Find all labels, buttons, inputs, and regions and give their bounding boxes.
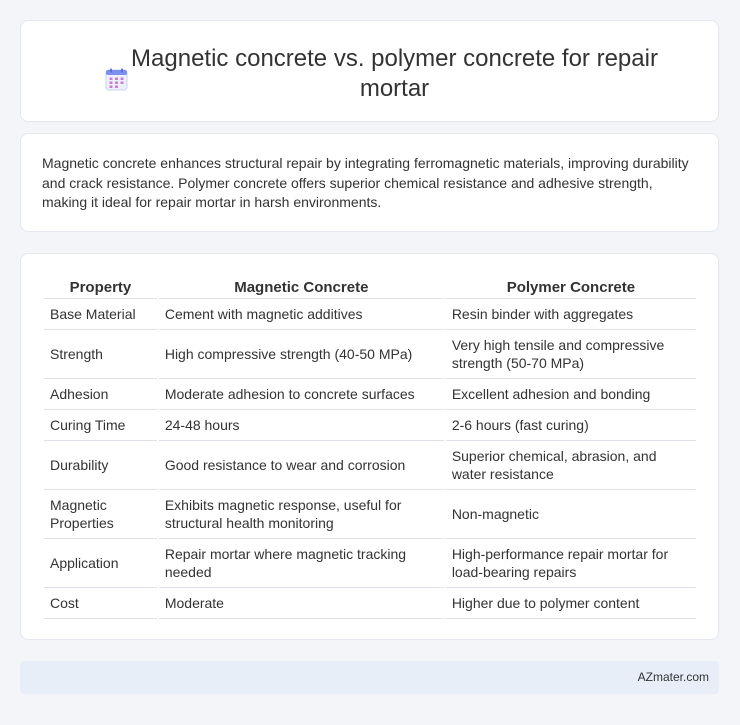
property-cell: Application [44,539,157,588]
table-row [44,441,696,490]
table-row [44,299,696,330]
magnetic-cell: Moderate adhesion to concrete surfaces [159,379,444,410]
table-row [44,490,696,539]
comparison-table-card [20,253,719,640]
polymer-cell: Resin binder with aggregates [446,299,696,330]
property-cell: Cost [44,588,157,619]
polymer-cell: Excellent adhesion and bonding [446,379,696,410]
table-row [44,379,696,410]
column-header-polymer: Polymer Concrete [446,275,696,299]
magnetic-cell: Repair mortar where magnetic tracking needed [159,539,444,588]
magnetic-cell: Cement with magnetic additives [159,299,444,330]
property-cell: Durability [44,441,157,490]
page-title: Magnetic concrete vs. polymer concrete for repair mortar [131,45,658,102]
polymer-cell: Superior chemical, abrasion, and water resistance [446,441,696,490]
polymer-cell: 2-6 hours (fast curing) [446,410,696,441]
table-header-row [44,275,696,299]
property-cell: Adhesion [44,379,157,410]
magnetic-cell: High compressive strength (40-50 MPa) [159,330,444,379]
magnetic-cell: Exhibits magnetic response, useful for structural health monitoring [159,490,444,539]
magnetic-cell: Good resistance to wear and corrosion [159,441,444,490]
table-row [44,588,696,619]
property-cell: Strength [44,330,157,379]
column-header-magnetic: Magnetic Concrete [159,275,444,299]
polymer-cell: Non-magnetic [446,490,696,539]
magnetic-cell: Moderate [159,588,444,619]
table-row [44,330,696,379]
column-header-property: Property [44,275,157,299]
polymer-cell: Very high tensile and compressive strength (50-70 MPa) [446,330,696,379]
polymer-cell: Higher due to polymer content [446,588,696,619]
intro-card [20,133,719,232]
magnetic-cell: 24-48 hours [159,410,444,441]
polymer-cell: High-performance repair mortar for load-bearing repairs [446,539,696,588]
comparison-table [42,275,698,619]
title-card [20,20,719,122]
footer-brand: AZmater.com [637,670,709,684]
table-row [44,539,696,588]
footer-bar [20,661,719,694]
intro-text: Magnetic concrete enhances structural repair by integrating ferromagnetic materials, improving durability and crack resistance. Polymer concrete offers superior chemical resistance and adhesive strength, making it ideal for repair mortar in harsh environments. [42,155,689,210]
property-cell: Base Material [44,299,157,330]
property-cell: Curing Time [44,410,157,441]
table-row [44,410,696,441]
property-cell: Magnetic Properties [44,490,157,539]
